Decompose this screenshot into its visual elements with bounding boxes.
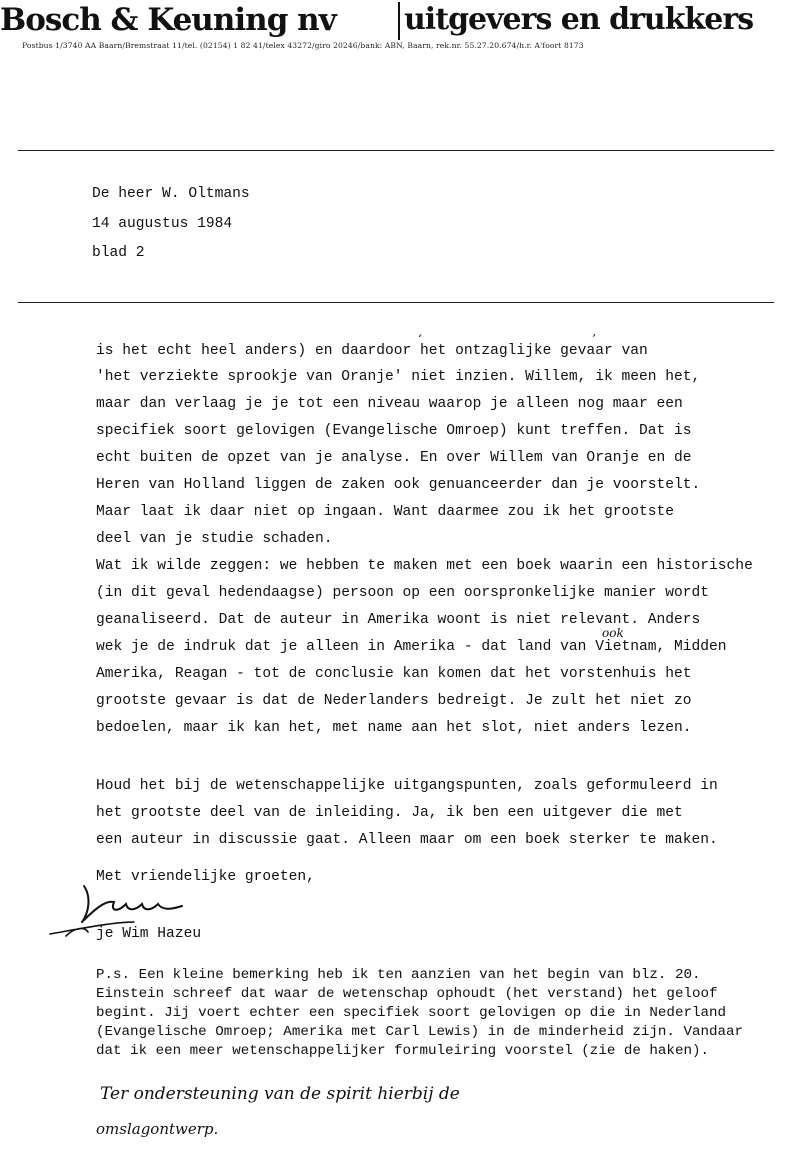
body-line: maar dan verlaag je je tot een niveau waarop je alleen nog maar een [96, 396, 683, 412]
body-line: Wat ik wilde zeggen: we hebben te maken met een boek waarin een historische [96, 558, 753, 574]
postscript-line: (Evangelische Omroep; Amerika met Carl Lewis) in de minderheid zijn. Vandaar [96, 1024, 744, 1040]
company-name: Bosch & Keuning nv [0, 2, 336, 38]
body-line: specifiek soort gelovigen (Evangelische Omroep) kunt treffen. Dat is [96, 423, 692, 439]
letterhead [0, 0, 800, 50]
date-line: 14 augustus 1984 [92, 216, 233, 232]
header-rule-bottom [18, 302, 774, 303]
signatory-name: je Wim Hazeu [96, 926, 202, 942]
body-line: (in dit geval hedendaagse) persoon op een oorspronkelijke manier wordt [96, 585, 710, 601]
insertion-mark-close: ’ [592, 332, 596, 346]
body-line: Amerika, Reagan - tot de conclusie kan komen dat het vorstenhuis het [96, 666, 692, 682]
recipient-line: De heer W. Oltmans [92, 186, 250, 202]
body-line: is het echt heel anders) en daardoor het ontzaglijke gevaar van [96, 343, 648, 359]
body-line: een auteur in discussie gaat. Alleen maar om een boek sterker te maken. [96, 832, 718, 848]
body-line: Maar laat ik daar niet op ingaan. Want daarmee zou ik het grootste [96, 504, 675, 520]
postscript-line: P.s. Een kleine bemerking heb ik ten aanzien van het begin van blz. 20. [96, 967, 701, 983]
body-line: bedoelen, maar ik kan het, met name aan het slot, niet anders lezen. [96, 720, 692, 736]
body-line: echt buiten de opzet van je analyse. En over Willem van Oranje en de [96, 450, 692, 466]
body-line: Houd het bij de wetenschappelijke uitgangspunten, zoals geformuleerd in [96, 778, 718, 794]
company-address: Postbus 1/3740 AA Baarn/Bremstraat 11/tel. (02154) 1 82 41/telex 43272/giro 20246/bank: ABN, Baarn, rek.nr. 55.27.20.674/h.r. A'foort 8173 [22, 41, 584, 50]
body-line: Heren van Holland liggen de zaken ook genuanceerder dan je voorstelt. [96, 477, 701, 493]
handwritten-insert: ook [602, 626, 624, 640]
letterhead-divider [398, 2, 400, 40]
closing-salutation: Met vriendelijke groeten, [96, 869, 315, 885]
body-line: wek je de indruk dat je alleen in Amerika - dat land van Vietnam, Midden [96, 639, 727, 655]
handwritten-note-line: omslagontwerp. [96, 1120, 219, 1138]
postscript-line: Einstein schreef dat waar de wetenschap ophoudt (het verstand) het geloof [96, 986, 718, 1002]
postscript-line: begint. Jij voert echter een specifiek soort gelovigen op die in Nederland [96, 1005, 727, 1021]
company-subtitle: uitgevers en drukkers [404, 2, 754, 37]
header-rule-top [18, 150, 774, 151]
body-line: 'het verziekte sprookje van Oranje' niet inzien. Willem, ik meen het, [96, 369, 701, 385]
body-line: grootste gevaar is dat de Nederlanders bedreigt. Je zult het niet zo [96, 693, 692, 709]
body-line: het grootste deel van de inleiding. Ja, ik ben een uitgever die met [96, 805, 683, 821]
insertion-mark-open: ‘ [418, 332, 422, 346]
page-line: blad 2 [92, 245, 145, 261]
handwritten-note-line: Ter ondersteuning van de spirit hierbij de [100, 1084, 460, 1104]
body-line: geanaliseerd. Dat de auteur in Amerika woont is niet relevant. Anders [96, 612, 701, 628]
body-line: deel van je studie schaden. [96, 531, 333, 547]
postscript-line: dat ik een meer wetenschappelijker formuleiring voorstel (zie de haken). [96, 1043, 709, 1059]
